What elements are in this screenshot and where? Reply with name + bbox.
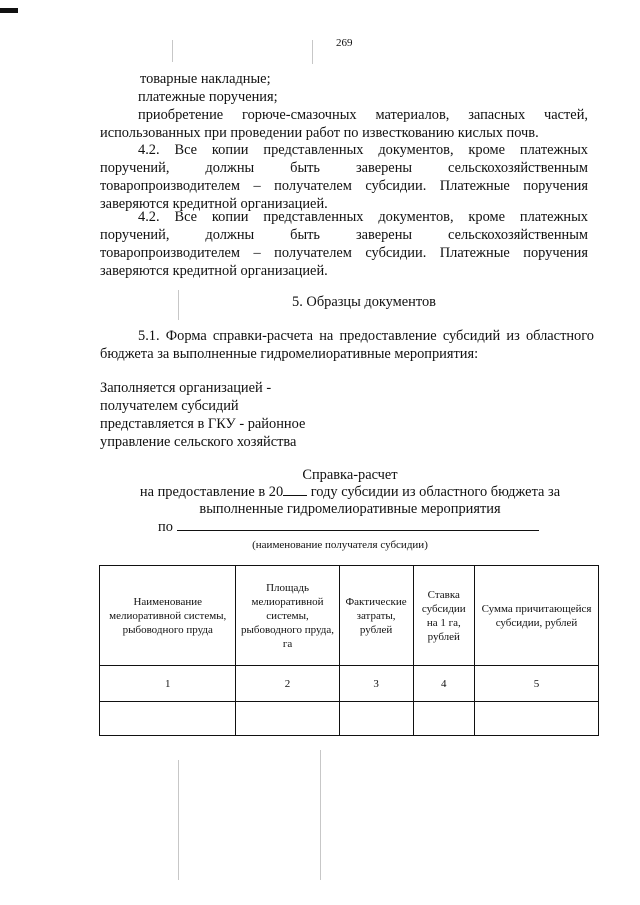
table-cell: 2 [236,666,339,702]
form-intro [100,327,594,363]
table-header: Фактические затраты, рублей [339,566,413,666]
document-subtitle-line2: выполненные гидромелиоративные мероприятия [199,501,501,517]
document-list [100,70,588,106]
table-cell: 4 [413,666,474,702]
table-empty-row [100,702,599,736]
scan-artifact-line [172,40,173,62]
table-cell-empty [100,702,236,736]
table-number-row [100,666,599,702]
table-header: Ставка субсидии на 1 га, рублей [413,566,474,666]
text-line: использованных при проведении работ по известкованию кислых почв. [100,125,539,141]
table-cell-empty [236,702,339,736]
text-line: бюджета за выполненные гидромелиоративные мероприятия: [100,346,479,362]
clause-4-2-duplicate [100,208,588,280]
subtitle-prefix: на предоставление в 20 [139,484,284,500]
text-line: 4.2. Все копии представленных документов, кроме платежных [138,209,588,225]
scan-artifact-line [312,40,313,64]
document-subtitle [100,483,600,501]
text-line: приобретение горюче-смазочных материалов, запасных частей, [138,107,588,123]
scan-corner-mark [0,8,18,13]
page-number: 269 [336,37,353,49]
scan-artifact-line [320,750,321,880]
table-cell: 3 [339,666,413,702]
calculation-table [99,565,599,736]
table-header-row [100,566,599,666]
text-line: 4.2. Все копии представленных документов, кроме платежных [138,142,588,158]
purchase-paragraph [100,106,588,142]
table-header: Площадь мелиоративной системы, рыбоводного пруда, га [236,566,339,666]
filling-note [100,379,360,451]
subtitle-suffix: году субсидии из областного бюджета за [310,484,561,500]
text-line: товаропроизводителем – получателем субсидии. Платежные поручения [100,245,588,261]
text-line: поручений, должны быть заверены сельскохозяйственным [100,160,588,176]
text-line: поручений, должны быть заверены сельскохозяйственным [100,227,588,243]
table-cell: 1 [100,666,236,702]
text-line: заверяются кредитной организацией. [100,263,328,279]
text-line: товаропроизводителем – получателем субсидии. Платежные поручения [100,178,588,194]
table-header: Наименование мелиоративной системы, рыбоводного пруда [100,566,236,666]
table-header: Сумма причитающейся субсидии, рублей [475,566,599,666]
recipient-blank [177,530,539,531]
year-blank [283,495,307,496]
text-line: заверяются кредитной организацией. [100,196,328,212]
note-line: управление сельского хозяйства [100,434,297,450]
recipient-line [158,518,558,536]
note-line: представляется в ГКУ - районное [100,416,306,432]
recipient-prefix: по [158,519,173,535]
text-line: 5.1. Форма справки-расчета на предоставление субсидий из областного [138,328,594,344]
scan-artifact-line [178,760,179,880]
note-line: Заполняется организацией - [100,380,272,396]
note-line: получателем субсидий [100,398,239,414]
table-cell-empty [475,702,599,736]
list-item: платежные поручения; [138,89,278,105]
section-heading: 5. Образцы документов [292,294,436,310]
document-title: Справка-расчет [302,467,398,483]
clause-4-2 [100,141,588,213]
table-cell-empty [339,702,413,736]
table-cell-empty [413,702,474,736]
list-item: товарные накладные; [140,71,271,87]
recipient-caption: (наименование получателя субсидии) [252,539,428,551]
table-cell: 5 [475,666,599,702]
